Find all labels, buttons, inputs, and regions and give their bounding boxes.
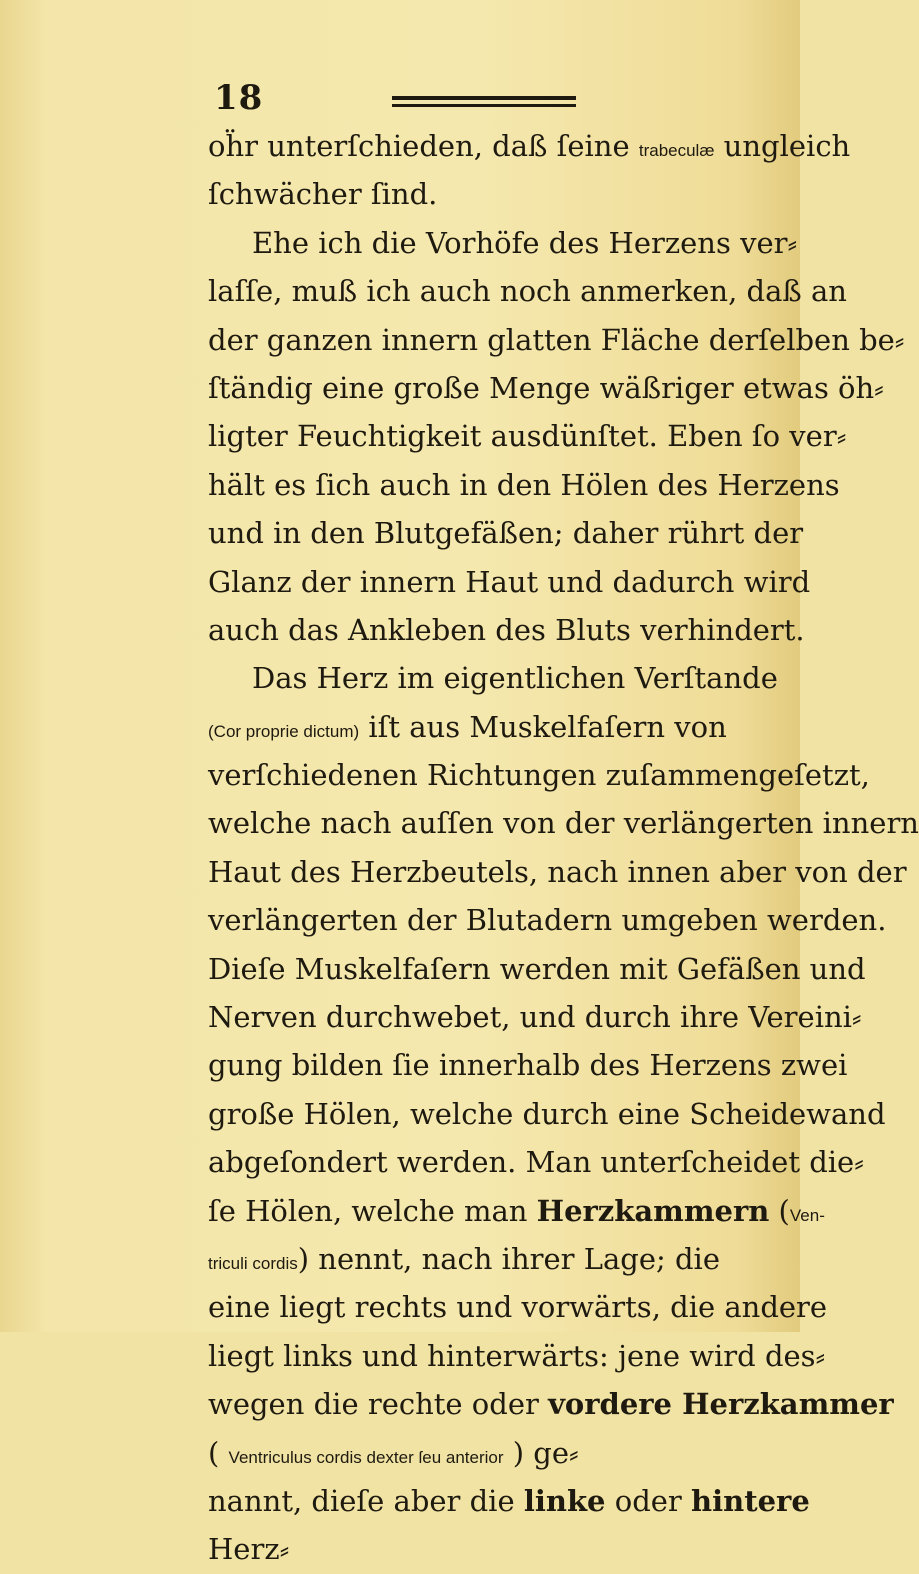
text-run: Herz⸗ [208,1532,290,1567]
text-line [208,558,811,606]
text-run: iſt aus Muskelfaſern von [359,709,727,744]
text-line [208,1429,778,1477]
emphasized-term: hintere [691,1483,810,1518]
body-text [208,122,919,1574]
text-run: ) ge⸗ [503,1435,579,1470]
emphasized-term: Herzkammern [536,1193,770,1228]
text-run: ) nennt, nach ihrer Lage; die [297,1241,720,1276]
text-run: oder [605,1483,692,1518]
text-line [208,1283,828,1331]
text-line [208,751,870,799]
text-run: ligter Feuchtigkeit ausdünſtet. Eben ſo ver⸗ [208,419,847,454]
text-line [208,703,778,751]
latin-term: triculi cordis [208,1253,298,1273]
text-run: ( [769,1193,790,1228]
text-run: ſe Hölen, welche man [208,1193,537,1228]
text-line [208,848,907,896]
text-run: wegen die rechte oder [208,1387,549,1422]
text-line [208,1332,826,1380]
text-run: Dieſe Muskelfaſern werden mit Gefäßen und [208,951,866,986]
text-run: welche nach auſſen von der verlängerten innern [208,806,919,841]
text-line [208,1041,848,1089]
text-run: große Hölen, welche durch eine Scheidewand [208,1096,886,1131]
emphasized-term: vordere Herzkammer [548,1387,894,1422]
text-line [208,1090,886,1138]
text-run: nannt, dieſe aber die [208,1483,524,1518]
header-rule-thin [392,104,576,107]
text-line [208,509,804,557]
latin-term: Ventriculus cordis dexter ſeu anterior [228,1447,504,1467]
text-line [208,799,919,847]
emphasized-term: linke [523,1483,606,1518]
text-line [208,122,851,170]
text-line [208,1380,894,1428]
text-line [208,1525,778,1573]
text-run: oḧr unterſchieden, daß ſeine [208,129,639,163]
text-run: verlängerten der Blutadern umgeben werden. [208,903,887,938]
text-run: Das Herz im eigentlichen Verſtande [252,661,778,696]
text-line [208,945,866,993]
header-rule [392,96,576,100]
text-line [208,316,905,364]
text-run: auch das Ankleben des Bluts verhindert. [208,612,805,647]
text-run: und in den Blutgefäßen; daher rührt der [208,516,804,551]
text-run: liegt links und hinterwärts: jene wird des⸗ [208,1338,826,1373]
text-run: ( [208,1435,229,1470]
latin-term: Ven- [789,1205,825,1225]
text-line [208,364,884,412]
text-run: hält es ſich auch in den Hölen des Herzens [208,467,840,502]
text-line [208,1138,864,1186]
text-line [208,896,887,944]
text-line [208,606,805,654]
text-line [208,1187,825,1235]
text-run: Ehe ich die Vorhöfe des Herzens ver⸗ [252,225,798,260]
text-run: ſtändig eine große Menge wäßriger etwas öh⸗ [208,370,884,405]
latin-term: trabeculæ [638,141,715,160]
text-run: verſchiedenen Richtungen zuſammengeſetzt, [208,758,870,793]
text-line [208,1477,810,1525]
text-run: Glanz der innern Haut und dadurch wird [208,564,811,599]
text-run: Nerven durchwebet, und durch ihre Vereini⸗ [208,1000,862,1035]
text-line [208,993,862,1041]
text-line [208,267,847,315]
text-run: laſſe, muß ich auch noch anmerken, daß an [208,274,847,309]
text-run: gung bilden ſie innerhalb des Herzens zwei [208,1048,848,1083]
text-line [208,412,847,460]
text-line [208,1235,778,1283]
text-run: der ganzen innern glatten Fläche derſelben be⸗ [208,322,905,357]
text-run: Haut des Herzbeutels, nach innen aber von der [208,854,907,889]
text-line [208,461,840,509]
text-run: abgeſondert werden. Man unterſcheidet die⸗ [208,1145,864,1180]
text-line [208,654,778,702]
text-run: ungleich [714,129,851,163]
text-line [208,219,798,267]
page-number: 18 [214,78,264,118]
text-run: ſchwächer ſind. [208,177,438,212]
text-line [208,170,778,218]
text-run: eine liegt rechts und vorwärts, die andere [208,1290,828,1325]
latin-term: (Cor proprie dictum) [208,721,360,741]
